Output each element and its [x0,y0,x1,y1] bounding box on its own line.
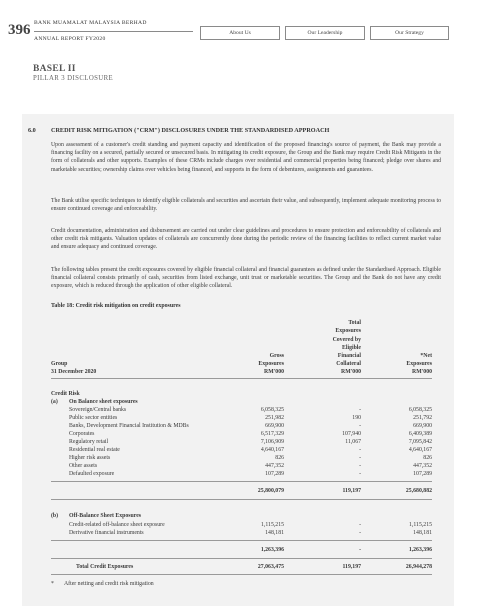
section-a-row [51,398,432,406]
table-header [51,316,432,376]
section-b-letter: (b) [51,513,59,519]
gross-value: 6,058,325 [260,407,284,413]
row-label: Defaulted exposure [69,471,115,477]
net-value: 447,352 [413,463,432,469]
covered-value: - [359,407,361,413]
covered-value: - [359,423,361,429]
header-divider [34,31,193,32]
subtotal-a-row [51,487,432,495]
row-label: Public sector entities [69,415,118,421]
covered-value: - [359,463,361,469]
header-text: RM'000 [412,368,432,375]
bank-name: BANK MUAMALAT MALAYSIA BERHAD [34,20,147,26]
table-row [51,470,432,478]
net-value: 251,792 [413,415,432,421]
header-text: RM'000 [264,368,284,375]
subtotal-b-row [51,546,432,554]
table-row [51,446,432,454]
header-text: *Net [420,352,432,359]
table-header-rule [51,378,432,379]
gross-value: 6,517,329 [260,431,284,437]
covered-value: - [359,455,361,461]
covered-value: 190 [352,415,361,421]
gross-value: 107,289 [265,471,284,477]
net-value: 669,900 [413,423,432,429]
heading-number: 6.0 [28,127,36,134]
section-a-title: On Balance sheet exposures [69,399,138,405]
table-row [51,521,432,529]
header-text: Collateral [336,360,361,367]
covered-value: - [359,447,361,453]
header-text: Exposures [258,360,284,367]
net-value: 6,058,325 [408,407,432,413]
covered-value: 119,197 [342,564,361,570]
heading-text: CREDIT RISK MITIGATION ("CRM") DISCLOSURES UNDER THE STANDARDISED APPROACH [51,127,330,134]
table-row [51,406,432,414]
table-row [51,422,432,430]
page-number: 396 [8,22,31,38]
net-value: 7,095,842 [408,439,432,445]
nav-our-strategy-button[interactable]: Our Strategy [370,26,449,40]
gross-value: 669,900 [265,423,284,429]
net-value: 25,680,882 [405,488,432,494]
section-subtitle: PILLAR 3 DISCLOSURE [33,75,114,82]
row-label: Regulatory retail [69,439,109,445]
table-title: Table 18: Credit risk mitigation on credit exposures [51,303,181,309]
row-label: Derivative financial instruments [69,530,144,536]
section-title: BASEL II [33,64,76,74]
row-label: Higher risk assets [69,455,111,461]
row-label: Residential real estate [69,447,120,453]
table-row [51,529,432,537]
covered-value: 107,940 [342,431,361,437]
subtotal-a-bottom-rule [51,499,432,500]
covered-value: 11,067 [345,439,361,445]
header-text: Total [348,320,361,327]
credit-risk-label: Credit Risk [51,391,80,397]
header-group-cell [51,360,96,376]
covered-value: - [359,471,361,477]
section-b-row [51,512,432,520]
header-text: Eligible [341,344,361,351]
header-text: Covered by [332,336,361,343]
section-b-title: Off-Balance Sheet Exposures [69,513,142,519]
total-bottom-rule [51,574,432,575]
report-name: ANNUAL REPORT FY2020 [34,36,106,42]
paragraph-techniques: The Bank utilise specific techniques to identify eligible collaterals and securities and ascertain their value, and subsequently, implement adequate monitoring process to ensure continued coverage and enforceability. [51,198,441,213]
total-label: Total Credit Exposures [76,564,134,570]
nav-about-us-button[interactable]: About Us [200,26,280,40]
row-label: Credit-related off-balance sheet exposure [69,522,165,528]
total-row [51,563,432,571]
footnote-marker: * [51,581,54,587]
subtotal-a-top-rule [51,481,432,482]
paragraph-tables-intro: The following tables present the credit exposures covered by eligible financial collateral and financial guarantees as defined under the Standardised Approach. Eligible financial collateral consists primarily of cash, securities from listed exchange, unit trust or marketable securities. The Group and the Bank do not have any credit exposure, which is reduced through the application of other eligible collateral. [51,267,441,290]
section-a-letter: (a) [51,399,58,405]
row-label: Corporates [69,431,95,437]
net-value: 148,181 [413,530,432,536]
net-value: 107,289 [413,471,432,477]
gross-value: 4,640,167 [260,447,284,453]
header-text: Exposures [406,360,432,367]
credit-risk-row [51,390,432,398]
row-label: Sovereign/Central banks [69,407,127,413]
net-value: 26,944,278 [405,564,432,570]
table-row [51,430,432,438]
row-label: Other assets [69,463,98,469]
table-row [51,438,432,446]
net-value: 1,263,396 [408,547,432,553]
header-text: Gross [269,352,284,359]
header-text: RM'000 [341,368,361,375]
paragraph-crm-intro: Upon assessment of a customer's credit standing and payment capacity and identification of the proposed financing's source of payment, the Bank may provide a financing facility on a secured, partially secured or unsecured basis. In mitigating its credit exposure, the Group and the Bank may require Credit Risk Mitigants in the form of collaterals and other supports. Examples of these CRMs include charges over residential and commercial properties being financed; pledge over shares and marketable securities; ownership claims over vehicles being financed, and supports in the form of debentures, assignments and guarantees. [51,142,441,173]
table-row [51,462,432,470]
gross-value: 25,800,079 [257,488,284,494]
gross-value: 148,181 [265,530,284,536]
table-row [51,454,432,462]
gross-value: 251,982 [265,415,284,421]
footnote-text: After netting and credit risk mitigation [64,581,154,587]
gross-value: 1,115,215 [261,522,284,528]
net-value: 6,409,389 [408,431,432,437]
subtotal-b-bottom-rule [51,558,432,559]
covered-value: 119,197 [342,488,361,494]
header-gross-exposures [258,352,284,376]
header-text: Financial [337,352,361,359]
header-text: Exposures [335,328,361,335]
table-row [51,414,432,422]
nav-our-leadership-button[interactable]: Our Leadership [285,26,365,40]
header-date-label: 31 December 2020 [51,368,97,375]
net-value: 4,640,167 [408,447,432,453]
subtotal-b-top-rule [51,540,432,541]
gross-value: 27,063,475 [257,564,284,570]
net-value: 826 [423,455,432,461]
covered-value: - [359,547,361,553]
covered-value: - [359,522,361,528]
header-group-label: Group [51,360,68,367]
covered-value: - [359,530,361,536]
header-covered-exposures [333,319,361,376]
gross-value: 447,352 [265,463,284,469]
net-value: 1,115,215 [409,522,432,528]
row-label: Banks, Development Financial Institution & MDBs [69,423,189,429]
paragraph-documentation: Credit documentation, administration and disbursement are carried out under clear guidelines and procedures to ensure protection and enforceability of collaterals and other credit risk mitigants. Valuation updates of collaterals are concurrently done during the periodic review of the financing facilities to reflect current market value and ensure adequacy and continued coverage. [51,228,441,251]
gross-value: 7,106,909 [260,439,284,445]
gross-value: 826 [275,455,284,461]
header-net-exposures [406,352,432,376]
gross-value: 1,263,396 [260,547,284,553]
